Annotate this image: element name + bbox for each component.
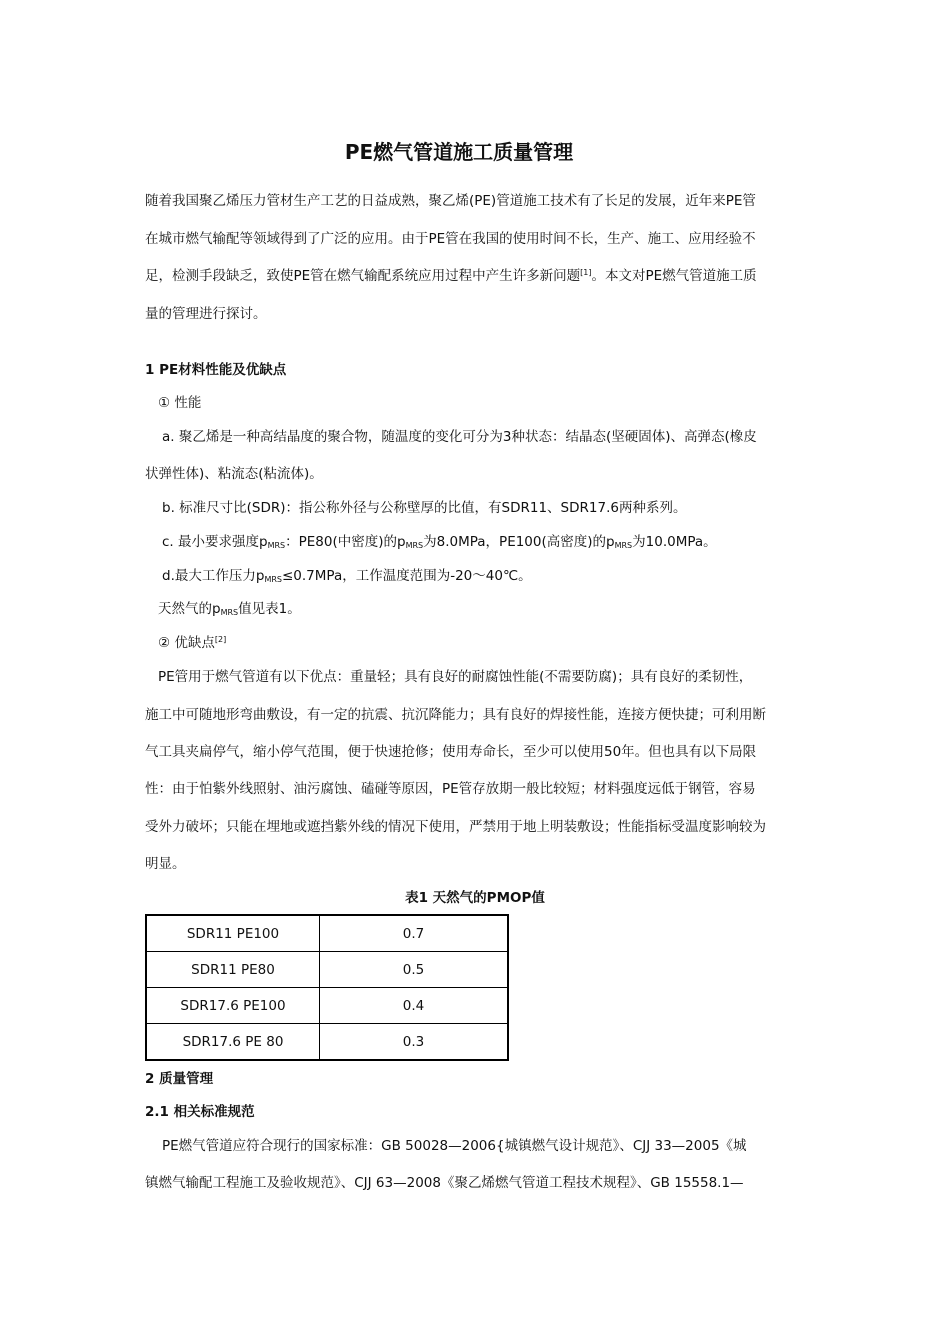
pros-line-1: PE管用于燃气管道有以下优点：重量轻；具有良好的耐腐蚀性能(不需要防腐)；具有良好的柔韧性， xyxy=(158,669,753,685)
item-d: d.最大工作压力$p_{MRS}\le 0.7MPa$，工作温度范围为-20～40℃。 xyxy=(162,568,532,584)
subsection-performance: ① 性能 xyxy=(158,395,202,411)
pros-line-6: 明显。 xyxy=(145,856,186,872)
item-b: b. 标准尺寸比(SDR)：指公称外径与公称壁厚的比值，有SDR11、SDR17.6两种系列。 xyxy=(162,500,687,516)
standards-line-1: PE燃气管道应符合现行的国家标准：GB 50028—2006{城镇燃气设计规范》、CJJ 33—2005《城 xyxy=(162,1138,747,1154)
table-caption: 表1 天然气的PMOP值 xyxy=(405,890,545,906)
item-c: c. 最小要求强度$p_{MRS}$：PE80(中密度)的$p_{MRS}$为8.0MPa，PE100(高密度)的$p_{MRS}$为10.0MPa。 xyxy=(162,534,717,550)
pros-line-3: 气工具夹扁停气，缩小停气范围，便于快速抢修；使用寿命长，至少可以使用50年。但也具有以下局限 xyxy=(145,744,757,760)
table-cell: 0.7 xyxy=(320,915,509,952)
section-1-heading: 1 PE材料性能及优缺点 xyxy=(145,362,287,378)
intro-line-1: 随着我国聚乙烯压力管材生产工艺的日益成熟，聚乙烯(PE)管道施工技术有了长足的发展，近年来PE管 xyxy=(145,193,756,209)
pros-line-4: 性：由于怕紫外线照射、油污腐蚀、磕碰等原因，PE管存放期一般比较短；材料强度远低于钢管，容易 xyxy=(145,781,756,797)
subsection-pros-cons: ② 优缺点[2] xyxy=(158,635,227,651)
pros-line-5: 受外力破坏；只能在埋地或遮挡紫外线的情况下使用，严禁用于地上明装敷设；性能指标受温度影响较为 xyxy=(145,819,766,835)
section-2-heading: 2 质量管理 xyxy=(145,1071,214,1087)
table-row xyxy=(146,1024,508,1061)
intro-line-4: 量的管理进行探讨。 xyxy=(145,306,267,322)
pros-line-2: 施工中可随地形弯曲敷设，有一定的抗震、抗沉降能力；具有良好的焊接性能，连接方便快捷；可利用断 xyxy=(145,707,766,723)
item-a-line-2: 状弹性体)、粘流态(粘流体)。 xyxy=(145,466,323,482)
table-cell: SDR17.6 PE100 xyxy=(146,988,320,1024)
table-cell: 0.3 xyxy=(320,1024,509,1061)
table-reference-note: 天然气的$p_{MRS}$值见表1。 xyxy=(158,601,301,617)
table-cell: SDR11 PE100 xyxy=(146,915,320,952)
table-cell: SDR17.6 PE 80 xyxy=(146,1024,320,1061)
table-cell: 0.4 xyxy=(320,988,509,1024)
table-row xyxy=(146,988,508,1024)
item-a-line-1: a. 聚乙烯是一种高结晶度的聚合物，随温度的变化可分为3种状态：结晶态(坚硬固体)、高弹态(橡皮 xyxy=(162,429,757,445)
document-title: PE燃气管道施工质量管理 xyxy=(344,140,574,164)
section-2-1-heading: 2.1 相关标准规范 xyxy=(145,1104,255,1120)
table-cell: 0.5 xyxy=(320,952,509,988)
table-row xyxy=(146,952,508,988)
table-cell: SDR11 PE80 xyxy=(146,952,320,988)
citation-ref-1: [1] xyxy=(580,268,592,277)
table-row xyxy=(146,915,508,952)
standards-line-2: 镇燃气输配工程施工及验收规范》、CJJ 63—2008《聚乙烯燃气管道工程技术规程》、GB 15558.1— xyxy=(145,1175,744,1191)
citation-ref-2: [2] xyxy=(214,635,227,644)
intro-line-3: 足，检测手段缺乏，致使PE管在燃气输配系统应用过程中产生许多新问题[1]。本文对PE燃气管道施工质 xyxy=(145,268,757,284)
pmop-table xyxy=(145,914,509,1061)
intro-line-2: 在城市燃气输配等领域得到了广泛的应用。由于PE管在我国的使用时间不长，生产、施工、应用经验不 xyxy=(145,231,756,247)
